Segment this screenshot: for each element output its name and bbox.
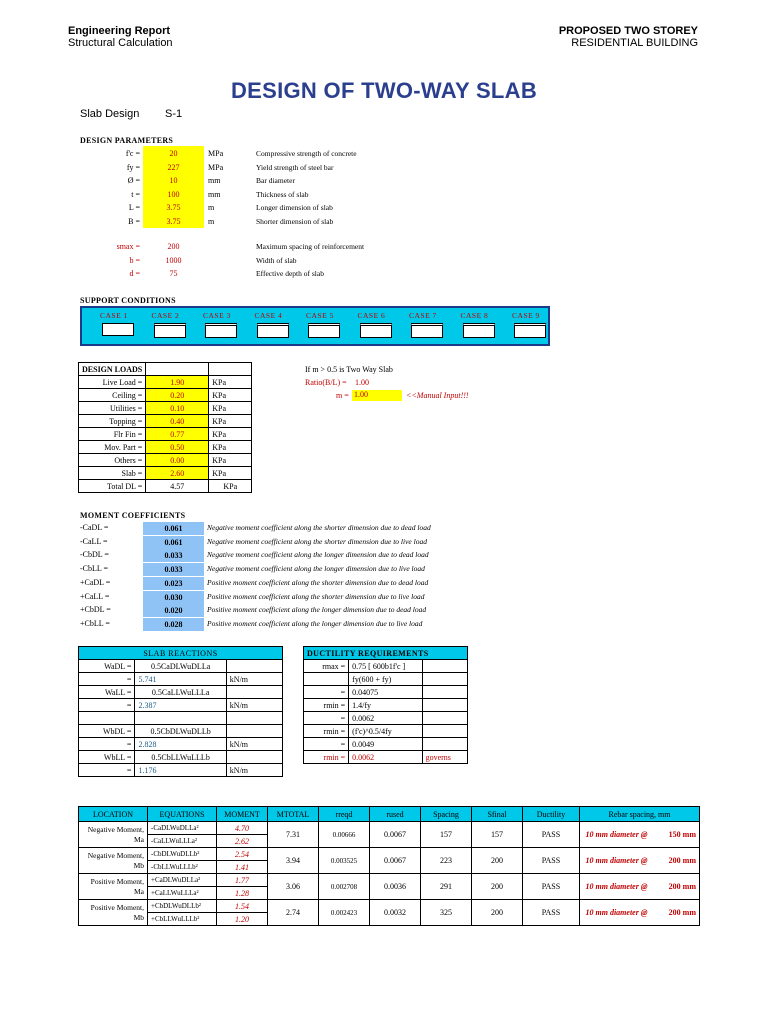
location-header-cell: MTOTAL <box>268 807 319 822</box>
ductility-c1: = <box>304 738 349 751</box>
sfinal-cell: 200 <box>472 900 523 926</box>
ductility-c2: 0.0062 <box>349 751 422 764</box>
reaction-row <box>79 725 283 738</box>
location-row <box>79 822 700 835</box>
param-desc: Maximum spacing of reinforcement <box>256 242 365 251</box>
load-row <box>79 402 252 415</box>
rreqd-cell: 0.002708 <box>319 874 370 900</box>
reactions-heading: SLAB REACTIONS <box>79 647 283 660</box>
load-unit: KPa <box>209 376 252 389</box>
coef-value: 0.020 <box>143 604 204 617</box>
param-symbol: L = <box>128 203 140 212</box>
location-header-row <box>79 807 700 822</box>
param-desc: Compressive strength of concrete <box>256 149 357 158</box>
spacing-cell: 157 <box>421 822 472 848</box>
load-unit: KPa <box>209 389 252 402</box>
load-unit: KPa <box>209 454 252 467</box>
ductility-c1: rmin = <box>304 699 349 712</box>
location-header-cell: Rebar spacing, mm <box>580 807 700 822</box>
ductility-c2: 0.0049 <box>349 738 422 751</box>
rebar-cell: 10 mm diameter @ <box>580 822 654 848</box>
reaction-c1: WbDL = <box>79 725 135 738</box>
load-row <box>79 415 252 428</box>
reaction-c3: kN/m <box>226 699 282 712</box>
report-title: Engineering Report <box>68 25 171 37</box>
reaction-c2: 2.387 <box>135 699 226 712</box>
coef-desc: Negative moment coefficient along the longer dimension due to dead load <box>207 550 429 560</box>
two-way-criteria: If m > 0.5 is Two Way Slab <box>305 365 393 374</box>
project-subtitle: RESIDENTIAL BUILDING <box>571 37 698 49</box>
equation-cell: -CaLLWuLLLa² <box>148 835 217 848</box>
load-total-row <box>79 480 252 493</box>
case-diagram[interactable] <box>308 323 340 338</box>
ductility-table <box>303 646 468 764</box>
ductility-c1: = <box>304 712 349 725</box>
coef-value: 0.028 <box>143 618 204 631</box>
case-label[interactable]: CASE 7 <box>409 311 437 320</box>
case-label[interactable]: CASE 9 <box>512 311 540 320</box>
load-label: Mov. Part = <box>79 441 146 454</box>
param-symbol: f'c = <box>125 149 140 158</box>
rused-cell: 0.0036 <box>370 874 421 900</box>
ductility-c2: 0.75 [ 600b1f'c ] <box>349 660 422 673</box>
param-unit: mm <box>208 176 221 185</box>
param-value: 200 <box>167 242 180 251</box>
load-unit: KPa <box>209 402 252 415</box>
reaction-c1: = <box>79 673 135 686</box>
param-value[interactable]: 227 <box>167 162 180 172</box>
reaction-c2: 1.176 <box>135 764 226 777</box>
reaction-c3 <box>226 686 282 699</box>
rebar-spacing-cell: 150 mm <box>653 822 700 848</box>
location-cell: Positive Moment, Ma <box>79 874 148 900</box>
equation-cell: -CbDLWuDLLb² <box>148 848 217 861</box>
coef-desc: Positive moment coefficient along the shorter dimension due to live load <box>207 591 425 601</box>
support-conditions-heading: SUPPORT CONDITIONS <box>80 296 176 305</box>
param-unit: MPa <box>208 149 224 158</box>
equation-cell: -CbLLWuLLLb² <box>148 861 217 874</box>
reaction-c1: = <box>79 699 135 712</box>
param-desc: Bar diameter <box>256 176 295 185</box>
coef-symbol: -CaDL = <box>80 523 109 532</box>
spacing-cell: 291 <box>421 874 472 900</box>
ductility-c3 <box>422 738 467 751</box>
load-label: Ceiling = <box>79 389 146 402</box>
ductility-row <box>304 673 468 686</box>
param-unit: MPa <box>208 162 224 172</box>
reaction-c1: WaDL = <box>79 660 135 673</box>
ductility-c3 <box>422 660 467 673</box>
loads-header-row <box>79 363 252 376</box>
moment-cell: 1.41 <box>217 861 268 874</box>
slab-reactions-table <box>78 646 283 777</box>
ductility-c1: rmin = <box>304 725 349 738</box>
location-header-cell: rreqd <box>319 807 370 822</box>
load-value[interactable]: 0.50 <box>146 441 209 454</box>
location-row <box>79 848 700 861</box>
load-row <box>79 428 252 441</box>
ductility-c2: fy(600 + fy) <box>349 673 422 686</box>
manual-input-note: <<Manual Input!!! <box>406 391 469 400</box>
sfinal-cell: 200 <box>472 874 523 900</box>
ductility-header-row <box>304 647 468 660</box>
design-parameters-heading: DESIGN PARAMETERS <box>80 136 174 145</box>
case-diagram[interactable] <box>154 323 186 338</box>
rused-cell: 0.0067 <box>370 822 421 848</box>
load-value[interactable]: 0.10 <box>146 402 209 415</box>
case-diagram[interactable] <box>463 323 495 338</box>
location-header-cell: MOMENT <box>217 807 268 822</box>
spacing-cell: 223 <box>421 848 472 874</box>
load-row <box>79 467 252 480</box>
ductility-heading: DUCTILITY REQUIREMENTS <box>304 647 468 660</box>
location-header-cell: LOCATION <box>79 807 148 822</box>
loads-empty <box>209 363 252 376</box>
case-diagram[interactable] <box>411 323 443 338</box>
load-row <box>79 376 252 389</box>
ductility-cell: PASS <box>523 848 580 874</box>
coef-symbol: +CaDL = <box>80 577 111 587</box>
coef-desc: Positive moment coefficient along the longer dimension due to live load <box>207 618 423 628</box>
location-header-cell: rused <box>370 807 421 822</box>
param-symbol: Ø = <box>127 176 140 185</box>
rreqd-cell: 0.003525 <box>319 848 370 874</box>
case-diagram[interactable] <box>205 323 237 338</box>
ductility-c3 <box>422 673 467 686</box>
reaction-c3: kN/m <box>226 673 282 686</box>
ductility-c1: rmax = <box>304 660 349 673</box>
location-cell: Negative Moment, Mb <box>79 848 148 874</box>
ductility-row <box>304 751 468 764</box>
param-symbol: B = <box>128 216 140 226</box>
rebar-cell: 10 mm diameter @ <box>580 900 654 926</box>
reaction-c2: 0.5CaDLWuDLLa <box>135 660 226 673</box>
param-symbol: smax = <box>116 242 140 251</box>
coef-symbol: +CbLL = <box>80 618 110 628</box>
coef-desc: Negative moment coefficient along the longer dimension due to live load <box>207 564 425 574</box>
ratio-label: Ratio(B/L) = <box>305 378 347 387</box>
reaction-c3 <box>226 712 282 725</box>
reaction-row <box>79 738 283 751</box>
loads-empty <box>146 363 209 376</box>
ductility-cell: PASS <box>523 822 580 848</box>
case-label[interactable]: CASE 6 <box>357 311 386 320</box>
design-loads-table <box>78 362 252 493</box>
coef-symbol: -CaLL = <box>80 536 108 546</box>
ductility-c3: governs <box>422 751 467 764</box>
ductility-c2: 0.0062 <box>349 712 422 725</box>
coef-desc: Positive moment coefficient along the longer dimension due to dead load <box>207 605 427 615</box>
coef-symbol: +CaLL = <box>80 591 110 601</box>
ductility-c3 <box>422 699 467 712</box>
param-value: 1000 <box>165 255 182 265</box>
equation-cell: -CaDLWuDLLa² <box>148 822 217 835</box>
load-value[interactable]: 0.20 <box>146 389 209 402</box>
rebar-spacing-cell: 200 mm <box>653 874 700 900</box>
param-value[interactable]: 100 <box>167 189 180 199</box>
moment-cell: 1.20 <box>217 913 268 926</box>
reaction-row <box>79 686 283 699</box>
param-desc: Yield strength of steel bar <box>256 162 334 172</box>
load-row <box>79 389 252 402</box>
case-label[interactable]: CASE 3 <box>203 311 231 320</box>
project-title: PROPOSED TWO STOREY <box>558 25 698 37</box>
mtotal-cell: 3.06 <box>268 874 319 900</box>
load-value[interactable]: 1.90 <box>146 376 209 389</box>
case-diagram[interactable] <box>514 323 546 338</box>
case-label[interactable]: CASE 8 <box>460 311 489 320</box>
equation-cell: +CbDLWuDLLb² <box>148 900 217 913</box>
m-input[interactable]: 1.00 <box>352 390 402 401</box>
location-table <box>78 806 700 926</box>
location-cell: Negative Moment, Ma <box>79 822 148 848</box>
ductility-row <box>304 725 468 738</box>
param-desc: Shorter dimension of slab <box>256 216 334 226</box>
load-row <box>79 441 252 454</box>
case-label[interactable]: CASE 5 <box>306 311 334 320</box>
location-cell: Positive Moment, Mb <box>79 900 148 926</box>
ductility-c3 <box>422 686 467 699</box>
ductility-row <box>304 686 468 699</box>
param-symbol: b = <box>129 255 140 265</box>
param-value[interactable]: 10 <box>169 176 178 185</box>
load-total-label: Total DL = <box>79 480 146 493</box>
rreqd-cell: 0.00666 <box>319 822 370 848</box>
reaction-c3 <box>226 660 282 673</box>
load-label: Utilities = <box>79 402 146 415</box>
ductility-row <box>304 738 468 751</box>
reaction-c2: 0.5CbLLWuLLLb <box>135 751 226 764</box>
ductility-c1 <box>304 673 349 686</box>
reaction-row <box>79 660 283 673</box>
load-unit: KPa <box>209 428 252 441</box>
reaction-c2: 0.5CbDLWuDLLb <box>135 725 226 738</box>
param-symbol: t = <box>131 189 140 199</box>
param-value: 75 <box>169 269 178 278</box>
page-title: DESIGN OF TWO-WAY SLAB <box>230 78 538 103</box>
param-value[interactable]: 3.75 <box>166 203 181 212</box>
coef-value: 0.061 <box>143 522 204 535</box>
coef-symbol: -CbLL = <box>80 564 108 574</box>
coef-desc: Negative moment coefficient along the shorter dimension due to dead load <box>207 523 431 532</box>
ductility-cell: PASS <box>523 874 580 900</box>
ductility-c2: 0.04075 <box>349 686 422 699</box>
ductility-c2: (f'c)^0.5/4fy <box>349 725 422 738</box>
load-value[interactable]: 0.77 <box>146 428 209 441</box>
reaction-row <box>79 673 283 686</box>
rused-cell: 0.0067 <box>370 848 421 874</box>
param-unit: m <box>208 216 215 226</box>
ductility-cell: PASS <box>523 900 580 926</box>
moment-cell: 1.77 <box>217 874 268 887</box>
ductility-c1: rmin = <box>304 751 349 764</box>
reaction-c1: WaLL = <box>79 686 135 699</box>
sfinal-cell: 157 <box>472 822 523 848</box>
param-value[interactable]: 20 <box>169 149 178 158</box>
param-desc: Width of slab <box>256 255 297 265</box>
param-symbol: d = <box>129 269 140 278</box>
equation-cell: +CaLLWuLLLa² <box>148 887 217 900</box>
param-desc: Effective depth of slab <box>256 269 324 278</box>
moment-cell: 4.70 <box>217 822 268 835</box>
ductility-row <box>304 712 468 725</box>
reaction-c2: 2.828 <box>135 738 226 751</box>
reaction-c1: = <box>79 738 135 751</box>
moment-cell: 1.54 <box>217 900 268 913</box>
reaction-c2: 0.5CaLLWuLLLa <box>135 686 226 699</box>
coef-desc: Positive moment coefficient along the shorter dimension due to dead load <box>207 577 429 587</box>
case-diagram[interactable] <box>360 323 392 338</box>
reaction-row <box>79 751 283 764</box>
report-subtitle: Structural Calculation <box>68 37 173 49</box>
ductility-row <box>304 699 468 712</box>
coef-value: 0.033 <box>143 549 204 562</box>
coef-symbol: -CbDL = <box>80 550 109 560</box>
ductility-row <box>304 660 468 673</box>
reaction-c1: = <box>79 764 135 777</box>
ductility-c3 <box>422 712 467 725</box>
reaction-row <box>79 764 283 777</box>
slab-design-value: S-1 <box>165 108 183 120</box>
coef-desc: Negative moment coefficient along the shorter dimension due to live load <box>207 536 427 546</box>
coef-value: 0.061 <box>143 536 204 549</box>
load-unit: KPa <box>209 467 252 480</box>
reaction-row <box>79 712 283 725</box>
coef-value: 0.033 <box>143 563 204 576</box>
location-header-cell: Spacing <box>421 807 472 822</box>
case-diagram[interactable] <box>102 323 134 336</box>
reactions-header-row <box>79 647 283 660</box>
m-label: m = <box>336 391 349 400</box>
sfinal-cell: 200 <box>472 848 523 874</box>
coef-value: 0.023 <box>143 577 204 590</box>
load-label: Others = <box>79 454 146 467</box>
equation-cell: +CbLLWuLLLb² <box>148 913 217 926</box>
param-unit: mm <box>208 189 221 199</box>
param-unit: m <box>208 203 215 212</box>
rebar-cell: 10 mm diameter @ <box>580 874 654 900</box>
load-label: Flr Fin = <box>79 428 146 441</box>
spacing-cell: 325 <box>421 900 472 926</box>
reaction-c3: kN/m <box>226 764 282 777</box>
load-unit: KPa <box>209 415 252 428</box>
load-value[interactable]: 0.00 <box>146 454 209 467</box>
location-header-cell: Ductility <box>523 807 580 822</box>
param-desc: Thickness of slab <box>256 189 309 199</box>
ratio-value: 1.00 <box>355 378 369 387</box>
reaction-c2: 5.741 <box>135 673 226 686</box>
location-header-cell: EQUATIONS <box>148 807 217 822</box>
rused-cell: 0.0032 <box>370 900 421 926</box>
case-diagram[interactable] <box>257 323 289 338</box>
param-symbol: fy = <box>126 162 140 172</box>
ductility-c2: 1.4/fy <box>349 699 422 712</box>
equation-cell: +CaDLWuDLLa² <box>148 874 217 887</box>
moment-cell: 1.28 <box>217 887 268 900</box>
ductility-c1: = <box>304 686 349 699</box>
location-row <box>79 900 700 913</box>
reaction-c1: WbLL = <box>79 751 135 764</box>
loads-heading: DESIGN LOADS <box>79 363 146 376</box>
load-total-value: 4.57 <box>146 480 209 493</box>
load-total-unit: KPa <box>209 480 252 493</box>
location-row <box>79 874 700 887</box>
moment-cell: 2.54 <box>217 848 268 861</box>
param-value[interactable]: 3.75 <box>166 216 181 226</box>
reaction-c3 <box>226 725 282 738</box>
case-label[interactable]: CASE 1 <box>100 311 128 320</box>
reaction-row <box>79 699 283 712</box>
moment-coefficients-heading: MOMENT COEFFICIENTS <box>80 511 186 520</box>
case-label[interactable]: CASE 4 <box>254 311 283 320</box>
load-value[interactable]: 2.60 <box>146 467 209 480</box>
location-header-cell: Sfinal <box>472 807 523 822</box>
ductility-c3 <box>422 725 467 738</box>
mtotal-cell: 2.74 <box>268 900 319 926</box>
slab-design-label: Slab Design <box>80 108 140 120</box>
load-label: Slab = <box>79 467 146 480</box>
coef-symbol: +CbDL = <box>80 605 111 615</box>
load-value[interactable]: 0.40 <box>146 415 209 428</box>
load-label: Topping = <box>79 415 146 428</box>
rreqd-cell: 0.002423 <box>319 900 370 926</box>
coef-value: 0.030 <box>143 591 204 604</box>
rebar-spacing-cell: 200 mm <box>653 848 700 874</box>
reaction-c3 <box>226 751 282 764</box>
support-cases-panel <box>80 306 550 346</box>
mtotal-cell: 7.31 <box>268 822 319 848</box>
load-label: Live Load = <box>79 376 146 389</box>
case-label[interactable]: CASE 2 <box>151 311 180 320</box>
param-desc: Longer dimension of slab <box>256 203 333 212</box>
reaction-c3: kN/m <box>226 738 282 751</box>
load-row <box>79 454 252 467</box>
reaction-c2 <box>135 712 226 725</box>
moment-cell: 2.62 <box>217 835 268 848</box>
rebar-cell: 10 mm diameter @ <box>580 848 654 874</box>
load-unit: KPa <box>209 441 252 454</box>
rebar-spacing-cell: 200 mm <box>653 900 700 926</box>
mtotal-cell: 3.94 <box>268 848 319 874</box>
reaction-c1 <box>79 712 135 725</box>
